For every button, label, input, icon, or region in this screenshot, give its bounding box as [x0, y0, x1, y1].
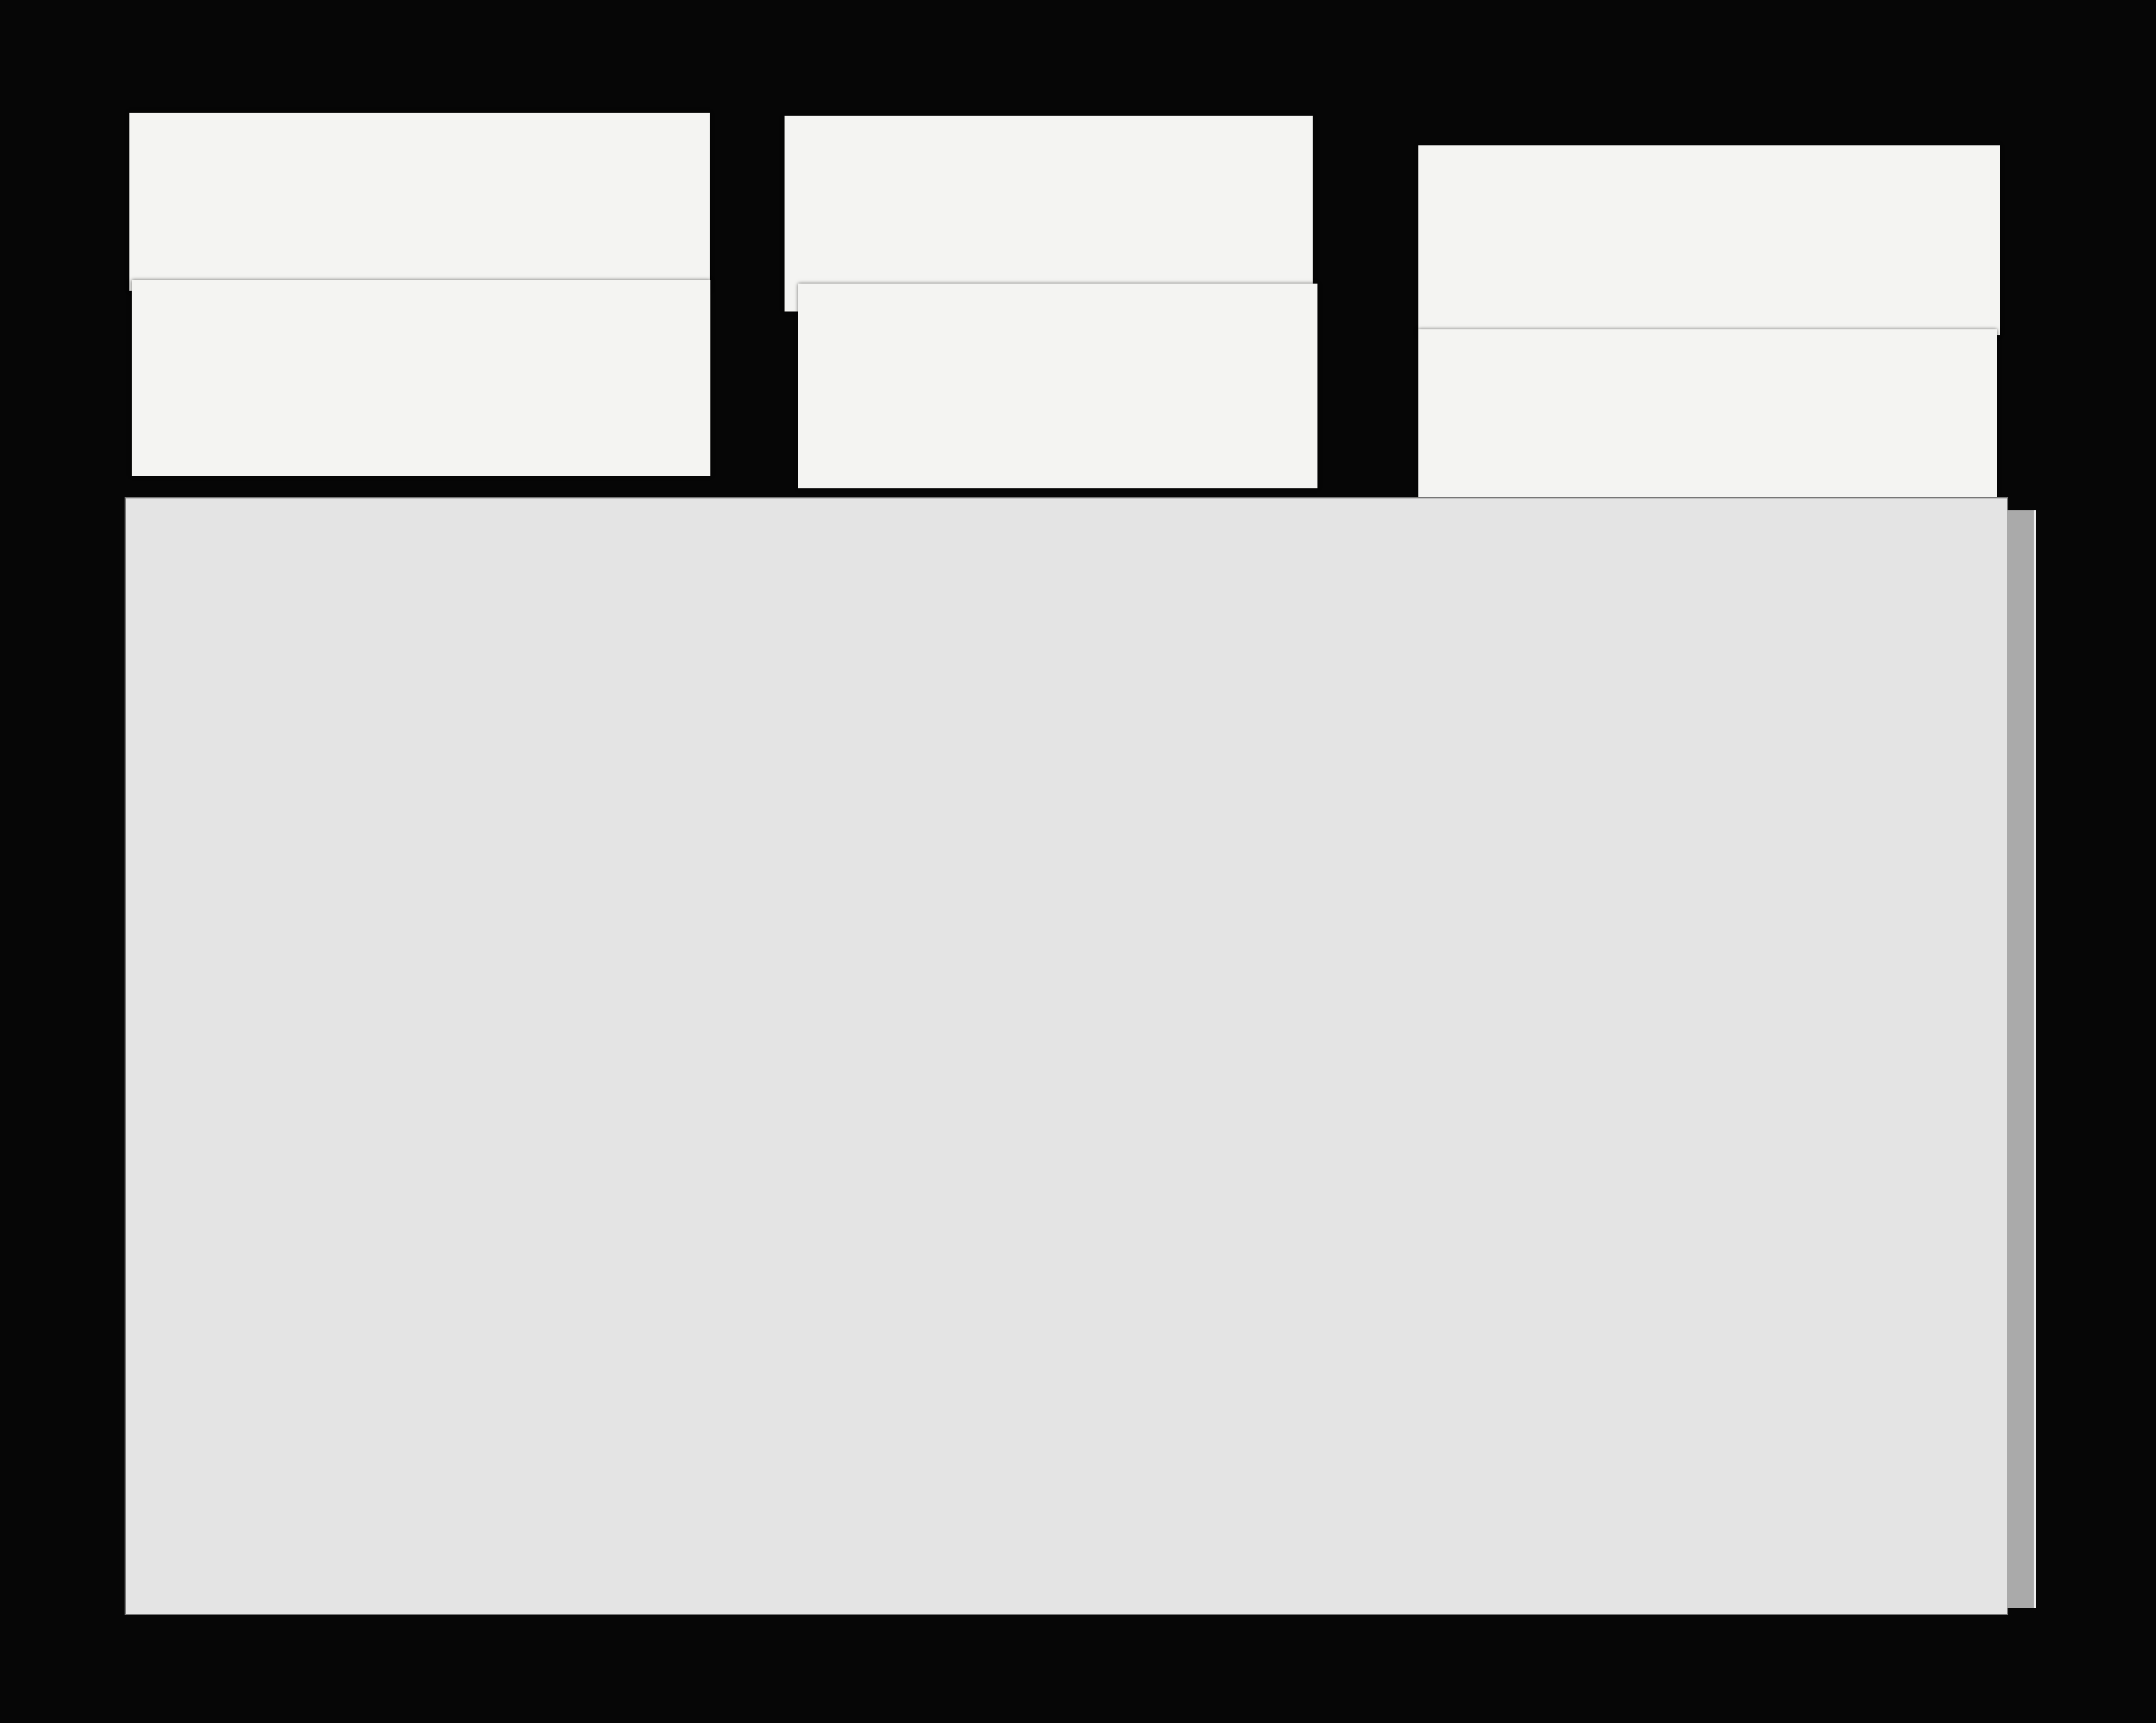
- census-sheet: [125, 497, 2008, 1615]
- label-card-faded: [1418, 329, 1997, 507]
- label-card-pencil: [132, 280, 710, 476]
- label-card-damaged: [798, 284, 1317, 488]
- top-crop-table: [126, 498, 2007, 789]
- middle-section: [126, 789, 2007, 1187]
- label-card-whole: [1418, 145, 2000, 335]
- lease-table: [126, 1187, 2007, 1614]
- label-card-bleed: [785, 116, 1313, 311]
- label-card-soiled: [129, 113, 710, 291]
